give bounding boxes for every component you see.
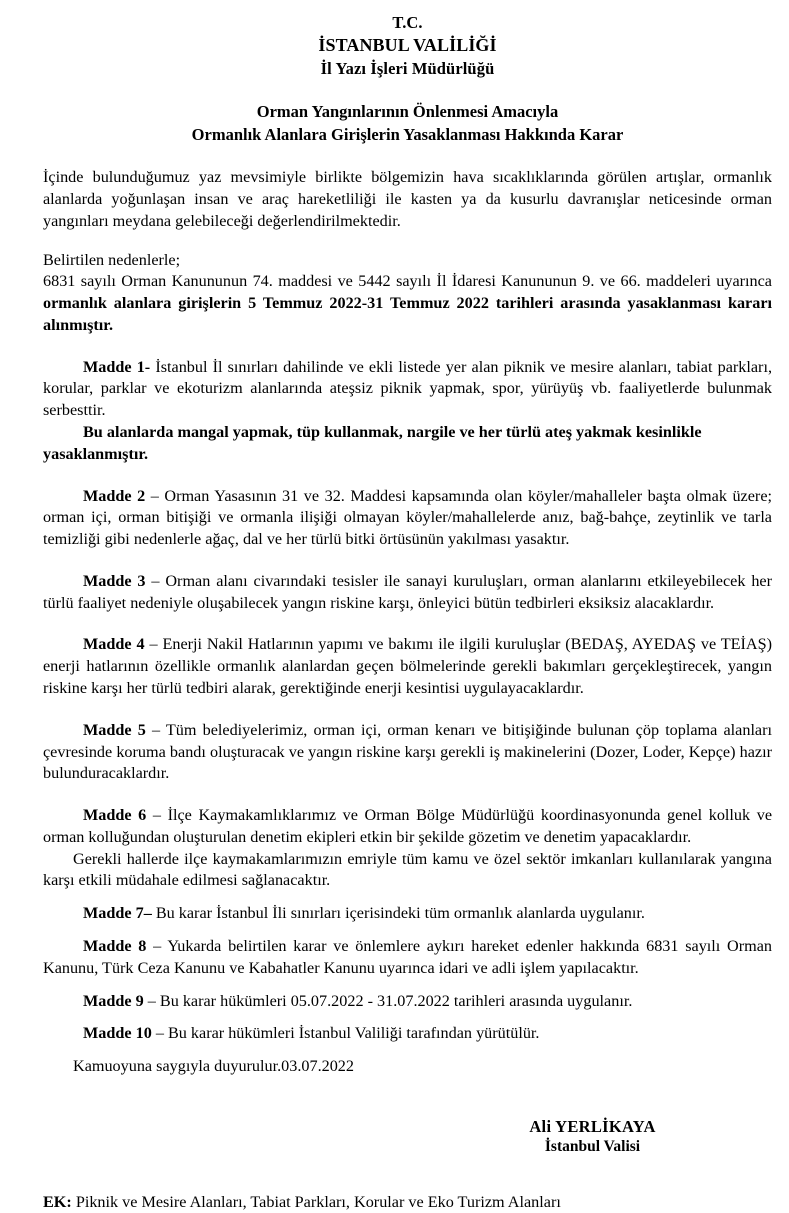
article-5-label: Madde 5 <box>83 720 146 739</box>
document-subject <box>43 101 772 146</box>
article-2-text: – Orman Yasasının 31 ve 32. Maddesi kapsamında olan köyler/mahalleler başta olmak üzere; orman içi, orman bitişiği ve ormanla ilişiği olmayan köyler/mahallelerde anız, bağ-bahçe, zeytinlik ve tarla temizliği gibi nedenlerle ağaç, dal ve her türlü bitki örtüsünün yakılması yasaktır. <box>43 486 772 549</box>
article-6-label: Madde 6 <box>83 806 147 825</box>
spacer <box>43 337 772 357</box>
grounds-lead <box>43 250 772 272</box>
grounds-legal-basis <box>43 271 772 336</box>
article-1-text: İstanbul İl sınırları dahilinde ve ekli listede yer alan piknik ve mesire alanları, tabiat parkları, korular, parklar ve ekoturizm alanlarında ateşsiz piknik yapmak, spor, yürüyüş vb. faaliyetlerde bulunmak serbesttir. <box>43 357 772 420</box>
article-7-label: Madde 7– <box>83 904 152 923</box>
intro-paragraph <box>43 167 772 232</box>
closing-announcement <box>43 1056 772 1078</box>
masthead-line-tc: T.C. <box>392 13 423 32</box>
signature-inner <box>529 1116 655 1158</box>
spacer <box>43 614 772 634</box>
spacer <box>43 1045 772 1056</box>
signatory-role: İstanbul Valisi <box>544 1138 641 1156</box>
masthead-line-department: İl Yazı İşleri Müdürlüğü <box>320 58 495 78</box>
article-9-text: – Bu karar hükümleri 05.07.2022 - 31.07.2022 tarihleri arasında uygulanır. <box>143 991 633 1010</box>
article-1 <box>43 357 772 422</box>
article-8-text: – Yukarda belirtilen karar ve önlemlere aykırı hareket edenler hakkında 6831 sayılı Orman Kanunu, Türk Ceza Kanunu ve Kabahatler Kanunu uyarınca idari ve adli işlem yapılacaktır. <box>43 937 772 977</box>
spacer <box>43 146 772 167</box>
annex-label: EK: <box>43 1192 72 1211</box>
subject-line-1: Orman Yangınlarının Önlenmesi Amacıyla <box>256 102 559 122</box>
article-6-followup <box>43 849 772 893</box>
article-6 <box>43 805 772 849</box>
article-10-label: Madde 10 <box>83 1024 152 1043</box>
closing-announcement-text: Kamuoyuna saygıyla duyurulur.03.07.2022 <box>73 1057 354 1076</box>
spacer <box>43 1012 772 1023</box>
annex-line <box>43 1192 772 1213</box>
article-9 <box>43 991 772 1013</box>
article-7-text: Bu karar İstanbul İli sınırları içerisindeki tüm ormanlık alanlarda uygulanır. <box>151 904 645 923</box>
intro-paragraph-text: İçinde bulunduğumuz yaz mevsimiyle birlikte bölgemizin hava sıcaklıklarında görülen artışlar, ormanlık alanlarda yoğunlaşan insan ve araç hareketliliği ile kasten ya da kusurlu davranışlar neticesinde orman yangınları meydana gelebileceği değerlendirilmektedir. <box>43 168 772 230</box>
masthead <box>43 0 772 79</box>
grounds-lead-text: Belirtilen nedenlerle; <box>43 250 181 269</box>
article-10 <box>43 1023 772 1045</box>
article-5-text: – Tüm belediyelerimiz, orman içi, orman kenarı ve bitişiğinde bulunan çöp toplama alanları çevresinde koruma bandı oluşturacak ve yangın riskine karşı gerekli iş makinelerini (Dozer, Loder, Kepçe) hazır bulunduracaklardır. <box>43 720 773 783</box>
spacer <box>43 892 772 903</box>
grounds-legal-basis-prefix: 6831 sayılı Orman Kanununun 74. maddesi ve 5442 sayılı İl İdaresi Kanununun 9. ve 66. maddeleri uyarınca <box>43 272 772 291</box>
article-4 <box>43 634 772 699</box>
subject-line-2: Ormanlık Alanlara Girişlerin Yasaklanması Hakkında Karar <box>191 124 624 144</box>
article-10-text: – Bu karar hükümleri İstanbul Valiliği tarafından yürütülür. <box>151 1024 540 1043</box>
article-6-followup-text: Gerekli hallerde ilçe kaymakamlarımızın emriyle tüm kamu ve özel sektör imkanları kullanılarak yangına karşı etkili müdahale edilmesi sağlanacaktır. <box>43 849 772 890</box>
article-6-text: – İlçe Kaymakamlıklarımız ve Orman Bölge Müdürlüğü koordinasyonunda genel kolluk ve orman kolluğundan oluşturulan denetim ekipleri etkin bir şekilde gözetim ve denetim yapacaklardır. <box>43 806 772 846</box>
article-8-label: Madde 8 <box>83 937 147 956</box>
spacer <box>43 551 772 571</box>
spacer <box>43 466 772 486</box>
spacer <box>43 700 772 720</box>
masthead-line-governorship: İSTANBUL VALİLİĞİ <box>318 34 497 55</box>
article-4-text: – Enerji Nakil Hatlarının yapımı ve bakımı ile ilgili kuruluşlar (BEDAŞ, AYEDAŞ ve TEİAŞ) enerji hatlarının özellikle ormanlık alanlardan geçen bölmelerinde gerekli bakımları gerçekleştirecek, yangın riskine karşı her türlü tedbiri alarak, gerektiğinde enerji kesintisi uygulayacaklardır. <box>43 635 773 697</box>
signatory-name: Ali YERLİKAYA <box>529 1116 656 1136</box>
article-4-label: Madde 4 <box>83 635 145 654</box>
spacer <box>43 785 772 805</box>
article-1-emphasis <box>43 422 772 466</box>
article-3 <box>43 571 772 615</box>
article-9-label: Madde 9 <box>83 991 144 1010</box>
spacer <box>43 925 772 936</box>
grounds-legal-basis-bold: ormanlık alanlara girişlerin 5 Temmuz 2022-31 Temmuz 2022 tarihleri arasında yasaklanması kararı alınmıştır. <box>43 294 772 334</box>
annex-text: Piknik ve Mesire Alanları, Tabiat Parkları, Korular ve Eko Turizm Alanları <box>71 1192 561 1211</box>
article-2 <box>43 486 772 551</box>
article-2-label: Madde 2 <box>83 486 146 505</box>
article-3-label: Madde 3 <box>83 571 146 590</box>
article-5 <box>43 720 772 785</box>
article-7 <box>43 903 772 925</box>
signature-block <box>43 1116 772 1158</box>
article-1-emphasis-text: Bu alanlarda mangal yapmak, tüp kullanmak, nargile ve her türlü ateş yakmak kesinlikle yasaklanmıştır. <box>43 422 702 463</box>
spacer <box>43 980 772 991</box>
article-8 <box>43 936 772 980</box>
article-1-label: Madde 1- <box>83 357 151 376</box>
spacer <box>43 233 772 250</box>
document-content <box>43 0 772 1213</box>
article-3-text: – Orman alanı civarındaki tesisler ile sanayi kuruluşları, orman alanlarını etkileyebilecek her türlü faaliyet nedeniyle oluşabilecek yangın riskine karşı, önleyici bütün tedbirleri eksiksiz alacaklardır. <box>43 571 772 612</box>
